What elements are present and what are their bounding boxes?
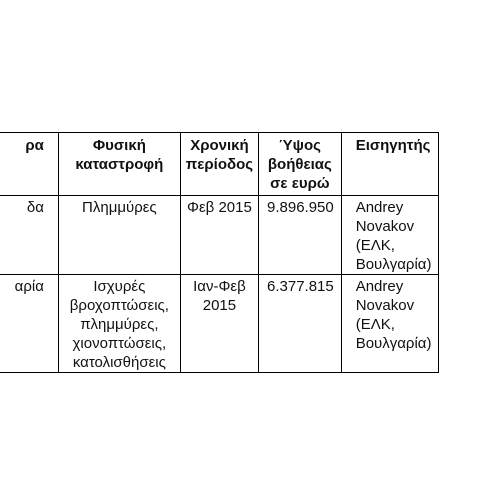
table-header-row: [0, 133, 439, 196]
header-country: ρα: [0, 133, 58, 196]
cell-disaster: Πλημμύρες: [58, 196, 180, 275]
cell-amount: 9.896.950: [259, 196, 342, 275]
cell-amount: 6.377.815: [259, 275, 342, 373]
table-row: [0, 196, 439, 275]
cell-disaster: Ισχυρές βροχοπτώσεις, πλημμύρες, χιονοπτώσεις, κατολισθήσεις: [58, 275, 180, 373]
header-disaster: Φυσική καταστροφή: [58, 133, 180, 196]
aid-table: [0, 132, 439, 373]
header-period: Χρονική περίοδος: [180, 133, 258, 196]
header-rapporteur: Εισηγητής: [341, 133, 438, 196]
cell-rapporteur: Andrey Novakov (ΕΛΚ, Βουλγαρία): [341, 196, 438, 275]
cell-period: Ιαν-Φεβ 2015: [180, 275, 258, 373]
cell-rapporteur: Andrey Novakov (ΕΛΚ, Βουλγαρία): [341, 275, 438, 373]
cell-country: αρία: [0, 275, 58, 373]
table-row: [0, 275, 439, 373]
cell-country: δα: [0, 196, 58, 275]
header-amount: Ύψος βοήθειας σε ευρώ: [259, 133, 342, 196]
cell-period: Φεβ 2015: [180, 196, 258, 275]
